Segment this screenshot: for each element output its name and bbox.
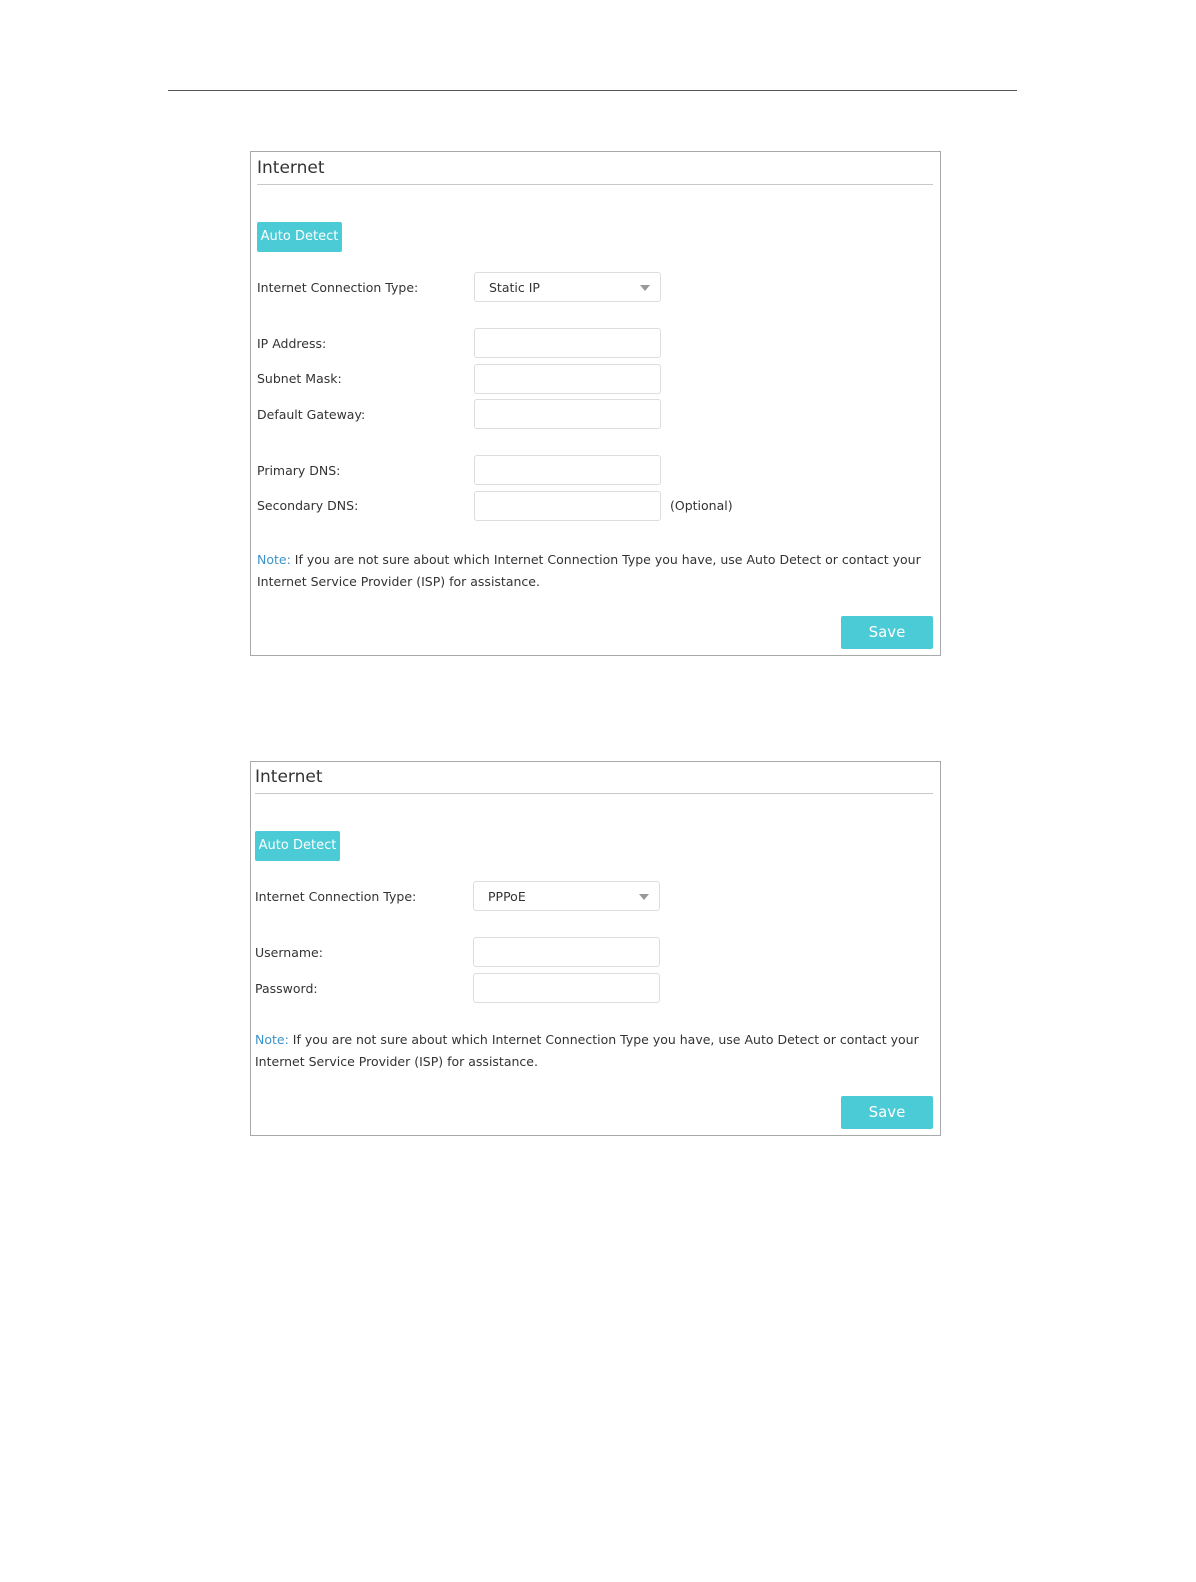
- auto-detect-button[interactable]: Auto Detect: [257, 222, 342, 252]
- note-body: If you are not sure about which Internet Connection Type you have, use Auto Detect or contact your Internet Service Provider (ISP) for assistance.: [257, 552, 921, 589]
- connection-type-select[interactable]: [473, 881, 660, 911]
- panel-title: Internet: [255, 767, 323, 787]
- connection-type-value: Static IP: [489, 280, 540, 295]
- username-label: Username:: [255, 945, 323, 960]
- save-button[interactable]: Save: [841, 1096, 933, 1129]
- default-gateway-label: Default Gateway:: [257, 407, 366, 422]
- secondary-dns-optional-hint: (Optional): [670, 498, 733, 513]
- primary-dns-label: Primary DNS:: [257, 463, 341, 478]
- note-label: Note:: [257, 552, 291, 567]
- internet-panel-pppoe: [250, 761, 941, 1136]
- panel-title: Internet: [257, 158, 325, 178]
- ip-address-label: IP Address:: [257, 336, 327, 351]
- connection-type-label: Internet Connection Type:: [257, 280, 419, 295]
- password-input[interactable]: [473, 973, 660, 1003]
- connection-type-value: PPPoE: [488, 889, 526, 904]
- panel-title-divider: [257, 184, 933, 185]
- default-gateway-input[interactable]: [474, 399, 661, 429]
- username-input[interactable]: [473, 937, 660, 967]
- secondary-dns-label: Secondary DNS:: [257, 498, 359, 513]
- note-body: If you are not sure about which Internet Connection Type you have, use Auto Detect or contact your Internet Service Provider (ISP) for assistance.: [255, 1032, 919, 1069]
- primary-dns-input[interactable]: [474, 455, 661, 485]
- chevron-down-icon: [640, 285, 650, 291]
- panel-title-divider: [255, 793, 933, 794]
- note-label: Note:: [255, 1032, 289, 1047]
- save-button[interactable]: Save: [841, 616, 933, 649]
- ip-address-input[interactable]: [474, 328, 661, 358]
- note-text: [257, 549, 922, 592]
- connection-type-label: Internet Connection Type:: [255, 889, 417, 904]
- connection-type-select[interactable]: [474, 272, 661, 302]
- subnet-mask-label: Subnet Mask:: [257, 371, 342, 386]
- auto-detect-button[interactable]: Auto Detect: [255, 831, 340, 861]
- note-text: [255, 1029, 920, 1072]
- internet-panel-static-ip: [250, 151, 941, 656]
- password-label: Password:: [255, 981, 318, 996]
- chevron-down-icon: [639, 894, 649, 900]
- subnet-mask-input[interactable]: [474, 364, 661, 394]
- page-header-rule: [168, 90, 1017, 91]
- secondary-dns-input[interactable]: [474, 491, 661, 521]
